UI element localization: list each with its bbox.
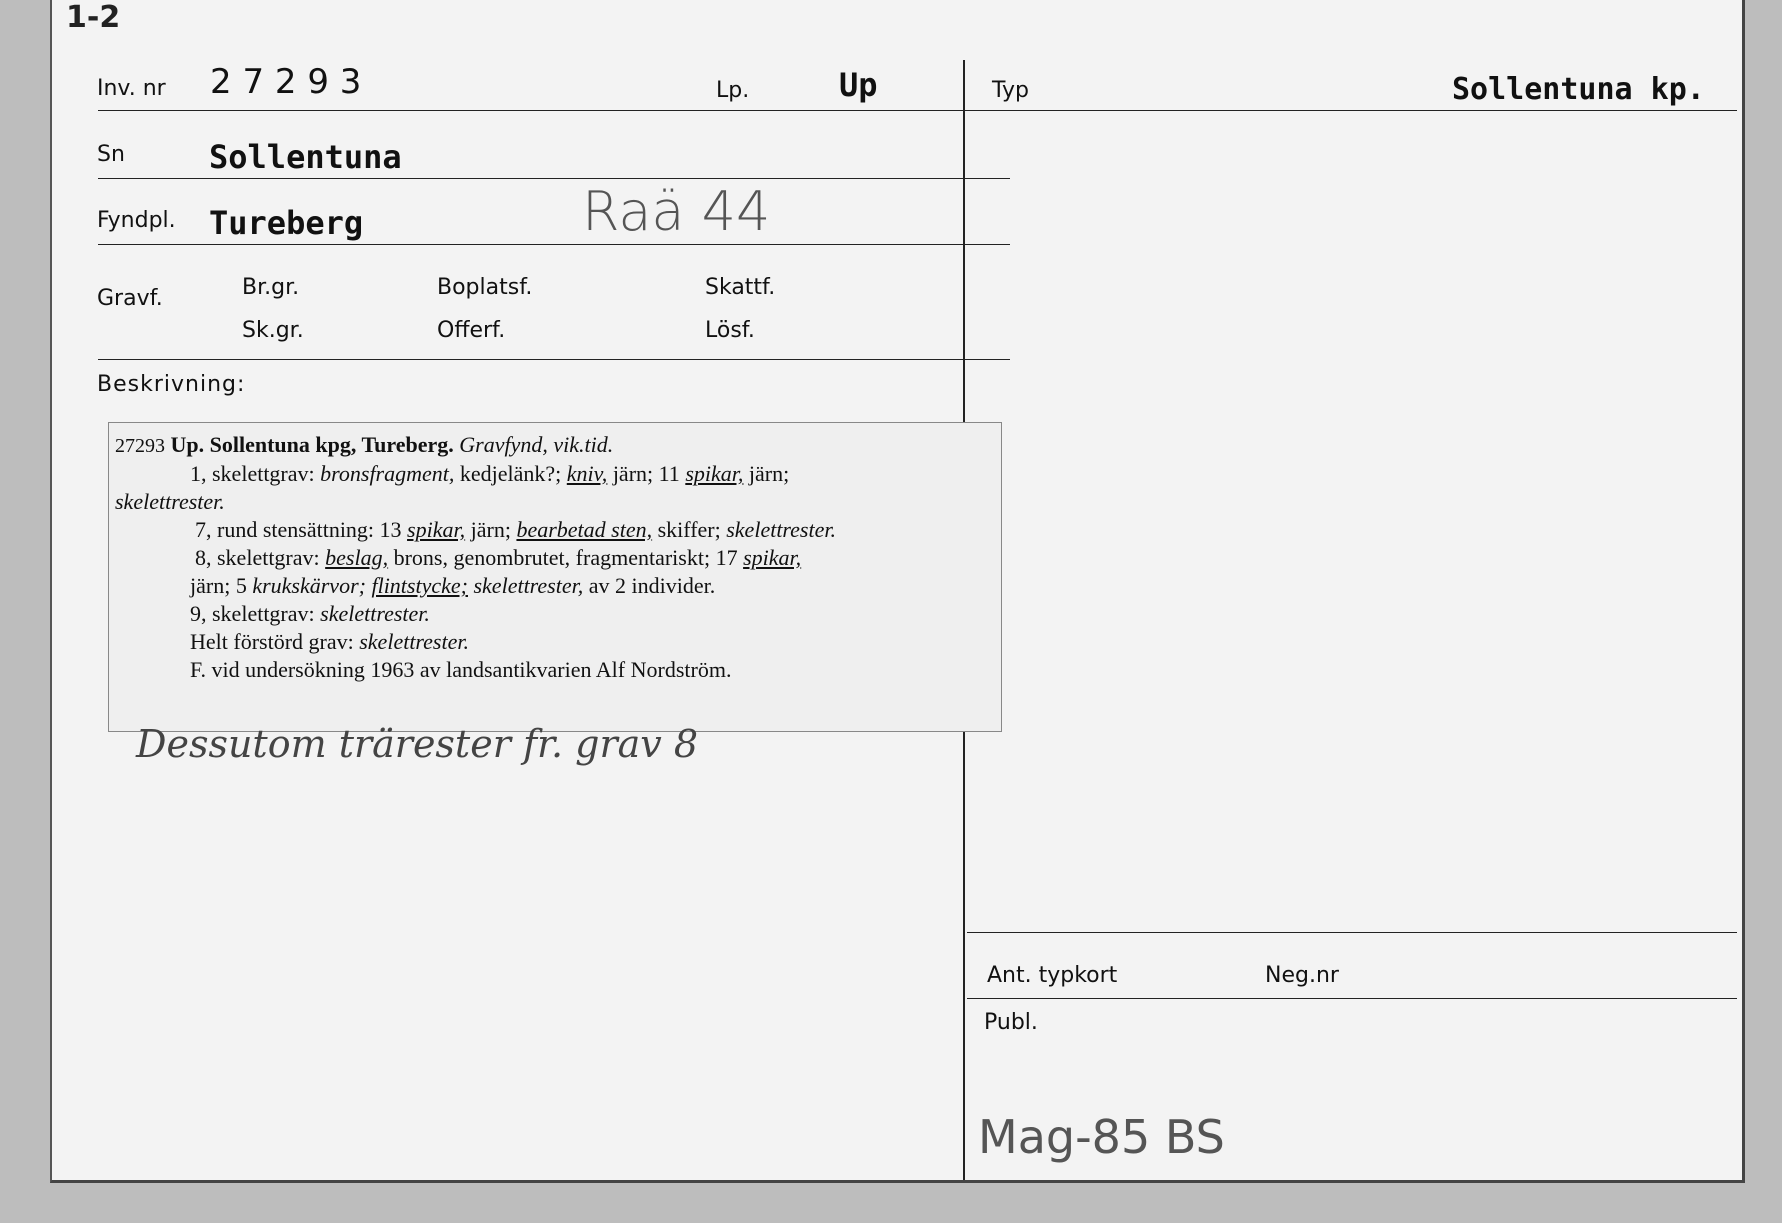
clipping-text — [115, 431, 993, 684]
catalog-card — [50, 0, 1745, 1183]
beskrivning-label: Beskrivning: — [97, 372, 246, 397]
clipping-text-span: 8, skelettgrav: — [195, 545, 320, 570]
clipping-line — [115, 431, 993, 460]
clipping-line — [115, 628, 993, 656]
sn-value: Sollentuna — [209, 138, 402, 176]
clipping-text-span: F. vid undersökning 1963 av landsantikvarien Alf Nordström. — [190, 657, 732, 682]
neg-nr-label: Neg.nr — [1265, 963, 1339, 988]
clipping-text-span: beslag, — [325, 545, 389, 570]
clipping-text-span: 1, skelettgrav: — [190, 461, 315, 486]
clipping-line — [115, 572, 993, 600]
clipping-text-span: järn; — [470, 517, 511, 542]
offerf-label: Offerf. — [437, 318, 506, 343]
clipping-text-span: spikar, — [407, 517, 466, 542]
clipping-text-span: av 2 individer. — [588, 573, 716, 598]
clipping-text-span: krukskärvor; — [252, 573, 366, 598]
lp-value: Up — [839, 66, 878, 104]
clipping-text-span: 9, skelettgrav: — [190, 601, 315, 626]
rule-sn — [98, 178, 1010, 179]
clipping-text-span: spikar, — [743, 545, 802, 570]
clipping-text-span: skelettrester. — [726, 517, 836, 542]
clipping-text-span: skelettrester, — [473, 573, 584, 598]
clipping-line — [115, 488, 993, 516]
boplatsf-label: Boplatsf. — [437, 275, 533, 300]
skgr-label: Sk.gr. — [242, 318, 304, 343]
inv-nr-label: Inv. nr — [97, 76, 166, 101]
clipping-text-span: järn; — [748, 461, 790, 486]
clipping-text-span: bronsfragment, — [320, 461, 455, 486]
clipping-text-span: skiffer; — [657, 517, 721, 542]
ant-typkort-label: Ant. typkort — [987, 963, 1118, 988]
clipping-line — [115, 460, 993, 488]
clipping-text-span: skelettrester. — [359, 629, 469, 654]
clipping-line — [115, 544, 993, 572]
losf-label: Lösf. — [705, 318, 755, 343]
clipping-text-span: skelettrester. — [115, 489, 225, 514]
clipping-text-span: spikar, — [685, 461, 744, 486]
skattf-label: Skattf. — [705, 275, 776, 300]
clipping-heading: Up. Sollentuna kpg, Tureberg. — [170, 432, 454, 457]
clipping-heading-italic: Gravfynd, vik.tid. — [459, 432, 614, 457]
clipping-text-span: skelettrester. — [320, 601, 430, 626]
gravf-label: Gravf. — [97, 286, 163, 311]
clipping-text-span: järn; 5 — [190, 573, 247, 598]
fyndpl-value: Tureberg — [209, 204, 364, 242]
raa-handwritten-note: Raä 44 — [582, 180, 771, 243]
rule-ant — [967, 932, 1737, 933]
clipping-number: 27293 — [115, 435, 165, 457]
rule-fyndpl — [98, 244, 1010, 245]
fyndpl-label: Fyndpl. — [97, 208, 176, 233]
clipping-text-span: brons, genombrutet, fragmentariskt; 17 — [393, 545, 738, 570]
clipping-text-span: flintstycke; — [371, 573, 468, 598]
rule-header — [98, 110, 1010, 111]
corner-note: 1-2 — [66, 0, 121, 35]
clipping-text-span: kniv, — [566, 461, 608, 486]
mag-handwritten-note: Mag-85 BS — [978, 1110, 1225, 1164]
clipping-text-span: bearbetad sten, — [516, 517, 653, 542]
clipping-line — [115, 656, 993, 684]
brgr-label: Br.gr. — [242, 275, 300, 300]
typ-value: Sollentuna kp. — [1452, 72, 1705, 107]
inv-nr-value: 2 7 2 9 3 — [210, 62, 362, 102]
rule-typ — [967, 110, 1737, 111]
clipping-line — [115, 516, 993, 544]
clipping-text-span: 7, rund stensättning: 13 — [195, 517, 402, 542]
lp-label: Lp. — [716, 78, 750, 103]
pasted-clipping — [108, 422, 1002, 732]
rule-gravf — [98, 359, 1010, 360]
clipping-line — [115, 600, 993, 628]
sn-label: Sn — [97, 142, 125, 167]
clipping-text-span: kedjelänk?; — [459, 461, 562, 486]
rule-publ — [967, 998, 1737, 999]
publ-label: Publ. — [984, 1010, 1038, 1035]
clipping-text-span: Helt förstörd grav: — [190, 629, 354, 654]
typ-label: Typ — [992, 78, 1029, 103]
clipping-text-span: järn; 11 — [612, 461, 680, 486]
handwritten-note: Dessutom trärester fr. grav 8 — [136, 722, 699, 766]
